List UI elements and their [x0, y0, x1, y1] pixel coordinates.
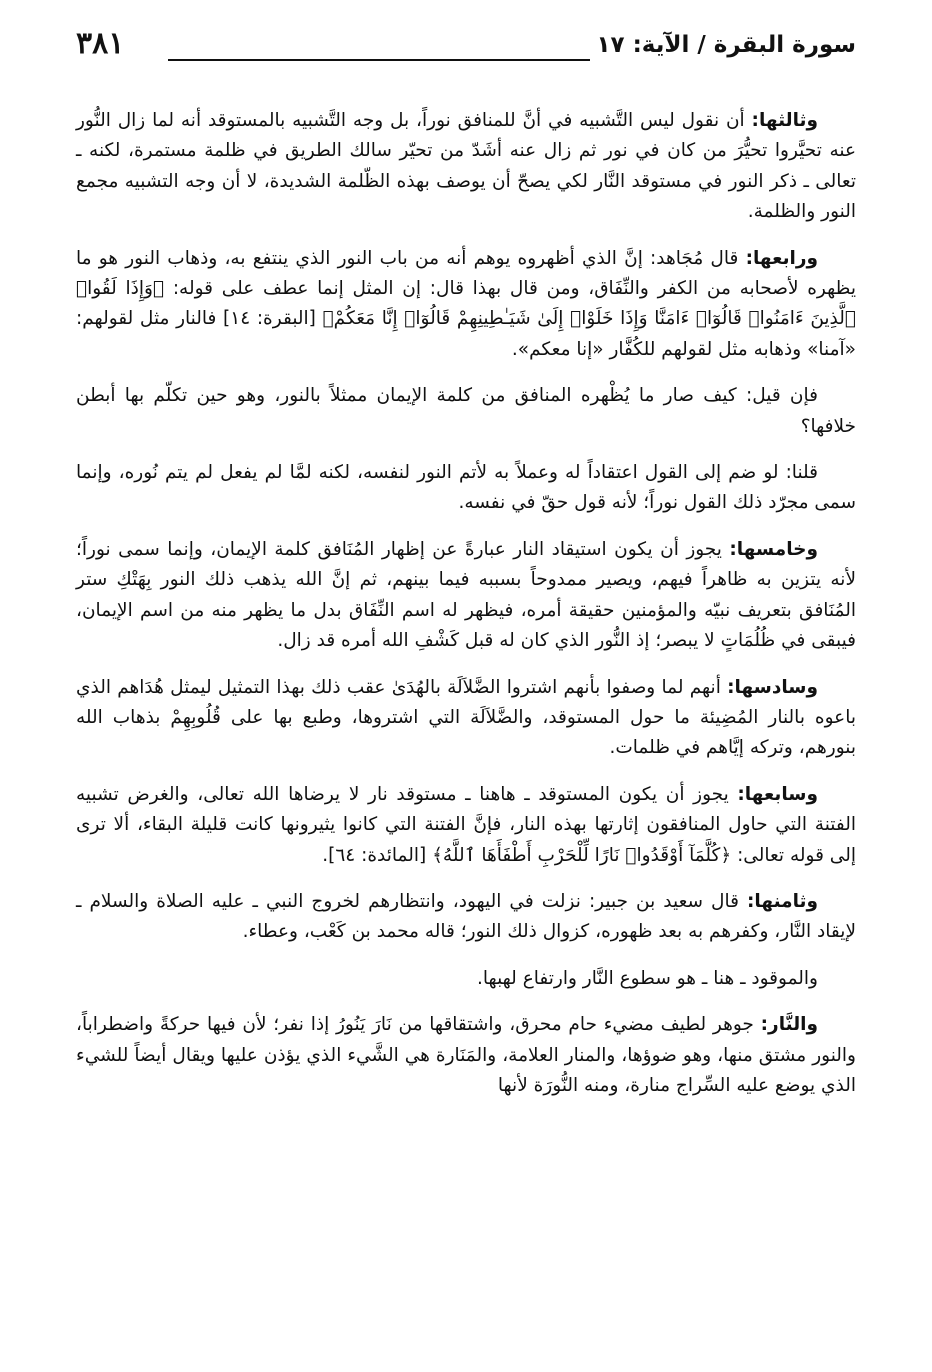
paragraph-mawqud [76, 964, 856, 994]
paragraph-fifth [76, 535, 856, 657]
paragraph-lead: وسابعها: [737, 783, 818, 805]
paragraph-lead: وثامنها: [747, 890, 818, 912]
paragraph-answer [76, 458, 856, 519]
chapter-title: سورة البقرة / الآية: ١٧ [596, 32, 856, 58]
paragraph-question [76, 381, 856, 442]
paragraph-lead: ورابعها: [745, 247, 818, 269]
paragraph-third [76, 106, 856, 228]
paragraph-text: أنهم لما وصفوا بأنهم اشتروا الضَّلاَلَة بالهُدَىٰ عقب ذلك بهذا التمثيل ليمثل هُدَاهم الذي باعوه بالنار المُضِيئة ما حول المستوقد، والضَّلاَلَة التي اشتروها، وطبع بها على قُلُوبِهِمْ بذهاب الله بنورهم، وتركه إيَّاهم في ظلمات. [76, 676, 856, 759]
paragraph-fourth [76, 244, 856, 366]
paragraph-text: فإن قيل: كيف صار ما يُظْهره المنافق من كلمة الإيمان ممثلاً بالنور، وهو حين تكلّم بها أبطن خلافها؟ [76, 385, 856, 437]
paragraph-text: قال سعيد بن جبير: نزلت في اليهود، وانتظارهم لخروج النبي ـ عليه الصلاة والسلام ـ لإيقاد النَّار، وكفرهم به بعد ظهوره، كزوال ذلك النور؛ قاله محمد بن كَعْب، وعطاء. [76, 890, 856, 943]
paragraph-text: يجوز أن يكون استيقاد النار عبارةً عن إظهار المُنَافق كلمة الإيمان، وإنما سمى نوراً؛ لأنه يتزين به ظاهراً فيهم، ويصير ممدوحاً بسببه فيما بينهم، ثم إنَّ الله يذهب ذلك النور بِهَتْكِ ستر المُنَافق بتعريف نبيّه والمؤمنين حقيقة أمره، فيظهر له اسم النِّفَاق بدل ما يظهر منه من اسم الإيمان، فيبقى في ظُلُمَاتٍ لا يبصر؛ إذ النُّور الذي كان له قبل كَشْفِ الله أمره قد زال. [76, 538, 856, 652]
paragraph-lead: وسادسها: [727, 676, 818, 698]
paragraph-lead: وثالثها: [751, 110, 818, 131]
paragraph-nar [76, 1010, 856, 1101]
paragraph-lead: وخامسها: [729, 538, 818, 560]
body-text [76, 106, 856, 1117]
page-header [76, 28, 856, 72]
paragraph-seventh [76, 780, 856, 871]
paragraph-text: يجوز أن يكون المستوقد ـ هاهنا ـ مستوقد نار لا يرضاها الله تعالى، والغرض تشبيه الفتنة التي حاول المنافقون إثارتها بهذه النار، فإنَّ الفتنة التي كانوا يثيرونها كانت قليلة البقاء، ألا ترى إلى قوله تعالى: ﴿كُلَّمَآ أَوْقَدُوا۟ نَارًا لِّلْحَرْبِ أَطْفَأَهَا ٱللَّهُ﴾ [المائدة: ٦٤]. [76, 783, 856, 866]
paragraph-text: قلنا: لو ضم إلى القول اعتقاداً له وعملاً به لأتم النور لنفسه، لكنه لمَّا لم يفعل لم يتم نُوره، وإنما سمى مجرّد ذلك القول نوراً؛ لأنه قول حقّ في نفسه. [76, 462, 856, 514]
paragraph-text: والموقود ـ هنا ـ هو سطوع النَّار وارتفاع لهبها. [477, 967, 818, 989]
paragraph-lead: والنَّار: [760, 1014, 818, 1036]
paragraph-text: قال مُجَاهد: إنَّ الذي أظهروه يوهم أنه من باب النور الذي ينتفع به، وذهاب النور هو ما يظهره لأصحابه من الكفر والنِّفَاق، ومن قال بهذا قال: إن المثل إنما عطف على قوله: ﴿وَإِذَا لَقُوا۟ ٱلَّذِينَ ءَامَنُوا۟ قَالُوٓا۟ ءَامَنَّا وَإِذَا خَلَوْا۟ إِلَىٰ شَيَـٰطِينِهِمْ قَالُوٓا۟ إِنَّا مَعَكُمْ﴾ [البقرة: ١٤] فالنار مثل لقولهم: «آمنا» وذهابه مثل لقولهم للكُفَّار «إنا معكم». [76, 247, 856, 360]
paragraph-text: جوهر لطيف مضيء حام محرق، واشتقاقها من نَارَ يَنُورُ إذا نفر؛ لأن فيها حركةً واضطراباً، والنور مشتق منها، وهو ضوؤها، والمنار العلامة، والمَنَارة هي الشَّيء الذي يؤذن عليها ويقال أيضاً للشيء الذي يوضع عليه السِّراج منارة، ومنه النُّورَة لأنها [76, 1014, 856, 1096]
header-rule [168, 59, 590, 61]
page-number: ٣٨١ [76, 26, 125, 61]
paragraph-text: أن نقول ليس التَّشبيه في أنَّ للمنافق نوراً، بل وجه التَّشبيه بالمستوقد أنه لما زال النُّور عنه تحيَّروا تحيُّرَ من كان في نور ثم زال عنه أشَدّ من تحيّر سالك الطريق في ظلمة مستمرة، لكنه ـ تعالى ـ ذكر النور في مستوقد النَّار لكي يصحّ أن يوصف بهذه الظّلمة الشديدة، لا أن وجه التشبيه مجمع النور والظلمة. [76, 110, 856, 223]
paragraph-eighth [76, 887, 856, 948]
paragraph-sixth [76, 673, 856, 764]
